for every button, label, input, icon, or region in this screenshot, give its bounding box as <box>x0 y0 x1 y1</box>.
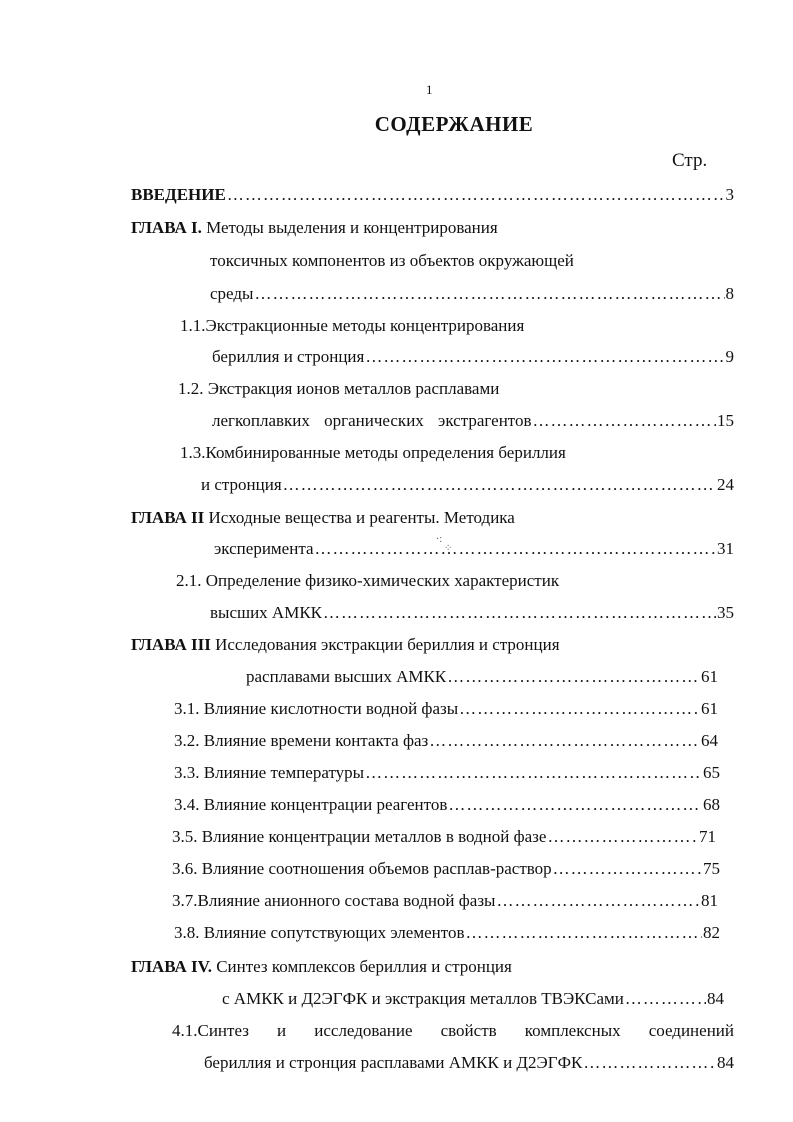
toc-chapter-label: ГЛАВА IV. <box>131 957 212 976</box>
toc-text: среды <box>210 284 254 303</box>
toc-page: 35 <box>717 603 734 622</box>
toc-text: 3.6. Влияние соотношения объемов расплав-раствор <box>172 859 552 878</box>
toc-page: 15 <box>717 411 734 430</box>
toc-entry-chapter-3[interactable] <box>246 666 718 688</box>
toc-dot-leader <box>448 794 702 816</box>
toc-entry-section-1-3[interactable] <box>201 474 734 496</box>
toc-page: 81 <box>701 891 718 910</box>
toc-chapter-label: ГЛАВА II <box>131 508 205 527</box>
page-column-header: Стр. <box>672 150 708 171</box>
toc-text: и стронция <box>201 475 282 494</box>
toc-entry-chapter-1[interactable] <box>210 283 734 305</box>
toc-text: 3.3. Влияние температуры <box>174 763 365 782</box>
toc-entry-chapter-2[interactable] <box>214 538 734 560</box>
toc-page: 31 <box>717 539 734 558</box>
toc-dot-leader <box>315 538 716 560</box>
toc-text: 3.7.Влияние анионного состава водной фазы <box>172 891 496 910</box>
toc-dot-leader <box>227 184 725 206</box>
toc-text: легкоплавких органических экстрагентов <box>212 411 532 430</box>
toc-dot-leader <box>583 1052 716 1074</box>
toc-entry-section-3-4[interactable] <box>174 794 720 816</box>
toc-dot-leader <box>365 346 724 368</box>
toc-page: 84 <box>717 1053 734 1072</box>
toc-entry-section-1-1[interactable] <box>212 346 734 368</box>
page-number: 1 <box>426 82 433 97</box>
toc-page: 65 <box>703 763 720 782</box>
toc-text: эксперимента <box>214 539 314 558</box>
toc-entry-intro[interactable] <box>131 184 734 206</box>
toc-dot-leader <box>429 730 700 752</box>
toc-page: 84 <box>707 989 724 1008</box>
page-title: СОДЕРЖАНИЕ <box>374 112 534 136</box>
toc-text: Исследования экстракции бериллия и стронция <box>215 635 560 654</box>
toc-chapter-3-heading[interactable] <box>131 634 560 656</box>
toc-text: бериллия и стронция <box>212 347 365 366</box>
toc-text: бериллия и стронция расплавами АМКК и Д2ЭГФК <box>204 1053 583 1072</box>
toc-text: 3.5. Влияние концентрации металлов в водной фазе <box>172 827 547 846</box>
toc-text: с АМКК и Д2ЭГФК и экстракция металлов ТВЭКСами <box>222 989 624 1008</box>
toc-page: 82 <box>703 923 720 942</box>
toc-dot-leader <box>625 988 706 1010</box>
toc-dot-leader <box>323 602 716 624</box>
toc-dot-leader <box>553 858 702 880</box>
toc-page: 71 <box>699 827 716 846</box>
toc-page: 61 <box>701 699 718 718</box>
toc-dot-leader <box>459 698 700 720</box>
toc-label: ВВЕДЕНИЕ <box>131 185 226 204</box>
toc-text: Синтез комплексов бериллия и стронция <box>216 957 512 976</box>
toc-page: 9 <box>725 347 734 366</box>
toc-page: 68 <box>703 795 720 814</box>
toc-chapter-4-heading[interactable] <box>131 956 512 978</box>
toc-page: 64 <box>701 731 718 750</box>
toc-entry-section-1-2[interactable] <box>212 410 734 432</box>
toc-page: 3 <box>725 185 734 204</box>
toc-chapter-label: ГЛАВА III <box>131 635 211 654</box>
toc-entry-section-3-1[interactable] <box>174 698 718 720</box>
toc-page: 61 <box>701 667 718 686</box>
toc-text: 3.1. Влияние кислотности водной фазы <box>174 699 459 718</box>
toc-text: высших АМКК <box>210 603 323 622</box>
scan-speck: ·: <box>436 534 443 545</box>
toc-text: Методы выделения и концентрирования <box>206 218 498 237</box>
toc-dot-leader <box>547 826 698 848</box>
toc-dot-leader <box>365 762 702 784</box>
toc-entry-section-4-1[interactable] <box>204 1052 734 1074</box>
toc-dot-leader <box>533 410 716 432</box>
scan-speck: ⁘ <box>444 543 453 554</box>
toc-entry-section-2-1[interactable] <box>210 602 734 624</box>
toc-chapter-1-heading[interactable] <box>131 217 498 239</box>
toc-entry-section-3-8[interactable] <box>174 922 720 944</box>
toc-chapter-label: ГЛАВА I. <box>131 218 202 237</box>
toc-dot-leader <box>283 474 716 496</box>
toc-section-1-2[interactable]: 1.2. Экстракция ионов металлов расплавами <box>178 379 500 398</box>
toc-entry-section-3-5[interactable] <box>172 826 716 848</box>
toc-dot-leader <box>254 283 724 305</box>
toc-page: 8 <box>725 284 734 303</box>
toc-text: расплавами высших АМКК <box>246 667 447 686</box>
toc-entry-section-3-2[interactable] <box>174 730 718 752</box>
toc-chapter-2-heading[interactable] <box>131 507 515 529</box>
toc-section-4-1[interactable]: 4.1.Синтез и исследование свойств комплексных соединений <box>172 1021 734 1040</box>
toc-text: токсичных компонентов из объектов окружающей <box>210 251 574 270</box>
toc-text: Исходные вещества и реагенты. Методика <box>208 508 515 527</box>
toc-dot-leader <box>496 890 700 912</box>
toc-entry-section-3-6[interactable] <box>172 858 720 880</box>
toc-text: 3.4. Влияние концентрации реагентов <box>174 795 448 814</box>
toc-dot-leader <box>447 666 700 688</box>
toc-entry-section-3-7[interactable] <box>172 890 718 912</box>
toc-page: 24 <box>717 475 734 494</box>
toc-section-1-1[interactable]: 1.1.Экстракционные методы концентрирования <box>180 316 525 335</box>
toc-section-1-3[interactable]: 1.3.Комбинированные методы определения бериллия <box>180 443 566 462</box>
toc-entry-section-3-3[interactable] <box>174 762 720 784</box>
toc-dot-leader <box>465 922 702 944</box>
toc-entry-chapter-4[interactable] <box>222 988 724 1010</box>
toc-text: 3.2. Влияние времени контакта фаз <box>174 731 429 750</box>
toc-section-2-1[interactable]: 2.1. Определение физико-химических характеристик <box>176 571 560 590</box>
toc-text: 3.8. Влияние сопутствующих элементов <box>174 923 465 942</box>
toc-page: 75 <box>703 859 720 878</box>
